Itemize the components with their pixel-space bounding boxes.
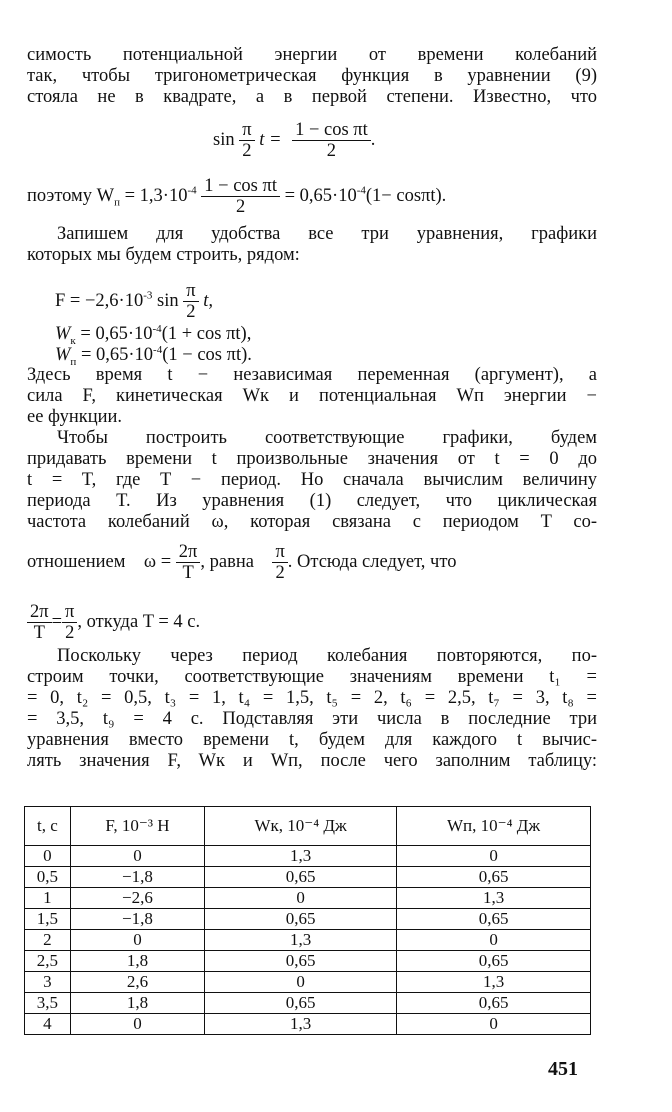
table-cell: 0 — [70, 930, 204, 951]
table-cell: 0,65 — [205, 951, 397, 972]
table-cell: 0 — [205, 888, 397, 909]
equation-force: $F = -2,6\cdot 10^{-3}$ sin $\frac{\pi}{2}$ t, — [55, 281, 213, 322]
paragraph-1 — [27, 45, 597, 108]
table-cell: 0,5 — [25, 867, 71, 888]
table-cell: 2,5 — [25, 951, 71, 972]
table-row — [25, 930, 591, 951]
fraction: $\frac{2\pi}{T}$ — [27, 602, 52, 643]
text-line: частота колебаний ω, которая связана с периодом T со- — [27, 512, 597, 532]
paragraph-5 — [27, 646, 597, 772]
text-line: стояла не в квадрате, а в первой степени. Известно, что — [27, 87, 597, 107]
table-row — [25, 972, 591, 993]
formula-omega: отношением ω = $\frac{2\pi}{T}$ , равна $\frac{\pi}{2}$ . Отсюда следует, что — [27, 542, 457, 583]
formula-period: $\frac{2\pi}{T}$ = $\frac{\pi}{2}$ , откуда T = 4 c. — [27, 602, 200, 643]
table-cell: 1,8 — [70, 951, 204, 972]
fraction: $\frac{\pi}{2}$ — [62, 602, 77, 643]
equation-potential: $W_п = 0,65\cdot 10^{-4}(1 - \cos \pi t)$. — [55, 344, 252, 368]
text-line: сила F, кинетическая Wк и потенциальная Wп энергии − — [27, 386, 597, 406]
table-cell: 3 — [25, 972, 71, 993]
text-line: уравнения вместо времени t, будем для каждого t вычис- — [27, 730, 597, 750]
text-line: лять значения F, Wк и Wп, после чего заполним таблицу: — [27, 751, 597, 771]
formula-sin-identity: sin $\frac{\pi}{2}$ t = $\frac{\text{1 − cos πt}}{2}$ . — [213, 120, 376, 161]
table-cell: 0 — [205, 972, 397, 993]
fraction: $\frac{\pi}{2}$ — [272, 542, 287, 583]
text-line: строим точки, соответствующие значениям времени t₁ = — [27, 667, 597, 687]
paragraph-3 — [27, 365, 597, 428]
formula-wp-cos: поэтому $W_п = 1,3\cdot 10^{-4}$ $\frac{\text{1 − cos πt}}{2}$ = $0,65\cdot 10^{-4}(1- \cos\pi t)$. — [27, 176, 447, 217]
table-row — [25, 867, 591, 888]
table-row — [25, 993, 591, 1014]
table-cell: 0 — [25, 846, 71, 867]
table-cell: 0,65 — [397, 993, 591, 1014]
table-cell: 1,3 — [205, 1014, 397, 1035]
text-line: Чтобы построить соответствующие графики, будем — [57, 428, 597, 448]
page-number: 451 — [548, 1058, 578, 1080]
paragraph-2 — [27, 224, 597, 266]
formula-text: t = — [259, 129, 282, 150]
fraction: $\frac{\pi}{2}$ — [183, 281, 198, 322]
text-line: симость потенциальной энергии от времени колебаний — [27, 45, 597, 65]
table-cell: 0 — [70, 846, 204, 867]
table-cell: 0,65 — [397, 909, 591, 930]
table-cell: 1,3 — [205, 846, 397, 867]
table-cell: 1 — [25, 888, 71, 909]
table-cell: 1,3 — [397, 888, 591, 909]
table-cell: 0 — [397, 1014, 591, 1035]
table-cell: −2,6 — [70, 888, 204, 909]
table-cell: 1,3 — [397, 972, 591, 993]
table-cell: 0,65 — [205, 993, 397, 1014]
table-header-row — [25, 807, 591, 846]
table-cell: 1,3 — [205, 930, 397, 951]
fraction: $\frac{\pi}{2}$ — [239, 120, 254, 161]
table-cell: 0,65 — [397, 867, 591, 888]
table-cell: 0 — [397, 846, 591, 867]
table-row — [25, 888, 591, 909]
fraction: $\frac{\text{1 − cos πt}}{2}$ — [201, 176, 280, 217]
table-cell: −1,8 — [70, 867, 204, 888]
column-header: F, 10⁻³ Н — [70, 807, 204, 846]
text-line: которых мы будем строить, рядом: — [27, 245, 300, 265]
column-header: t, c — [25, 807, 71, 846]
formula-text: sin — [213, 129, 235, 150]
text-line: периода T. Из уравнения (1) следует, что циклическая — [27, 491, 597, 511]
text-line: ее функции. — [27, 407, 123, 427]
text-line: так, чтобы тригонометрическая функция в уравнении (9) — [27, 66, 597, 86]
column-header: Wп, 10⁻⁴ Дж — [397, 807, 591, 846]
fraction: $\frac{2\pi}{T}$ — [176, 542, 201, 583]
text-line: Здесь время t − независимая переменная (аргумент), а — [27, 365, 597, 385]
text-line: Запишем для удобства все три уравнения, графики — [57, 224, 597, 244]
table-cell: 0,65 — [205, 867, 397, 888]
text-line: t = T, где T − период. Но сначала вычислим величину — [27, 470, 597, 490]
table-cell: 4 — [25, 1014, 71, 1035]
table-cell: 3,5 — [25, 993, 71, 1014]
table-row — [25, 909, 591, 930]
table-cell: 0 — [70, 1014, 204, 1035]
table-cell: 1,5 — [25, 909, 71, 930]
fraction: $\frac{\text{1 − cos πt}}{2}$ — [292, 120, 371, 161]
table-cell: 0,65 — [397, 951, 591, 972]
table-cell: 1,8 — [70, 993, 204, 1014]
table-cell: 0,65 — [205, 909, 397, 930]
equation-kinetic: $W_к = 0,65\cdot 10^{-4}(1 + \cos \pi t)$, — [55, 323, 252, 347]
text-line: Поскольку через период колебания повторяются, по- — [57, 646, 597, 666]
text-line: = 0, t₂ = 0,5, t₃ = 1, t₄ = 1,5, t₅ = 2, t₆ = 2,5, t₇ = 3, t₈ = — [27, 688, 597, 708]
table-cell: −1,8 — [70, 909, 204, 930]
table-cell: 2,6 — [70, 972, 204, 993]
text-line: = 3,5, t₉ = 4 c. Подставляя эти числа в последние три — [27, 709, 597, 729]
table-cell: 2 — [25, 930, 71, 951]
text-line: придавать времени t произвольные значения от t = 0 до — [27, 449, 597, 469]
values-table — [24, 806, 591, 1035]
column-header: Wк, 10⁻⁴ Дж — [205, 807, 397, 846]
table-row — [25, 1014, 591, 1035]
table-cell: 0 — [397, 930, 591, 951]
paragraph-4 — [27, 428, 597, 533]
table-row — [25, 846, 591, 867]
table-row — [25, 951, 591, 972]
